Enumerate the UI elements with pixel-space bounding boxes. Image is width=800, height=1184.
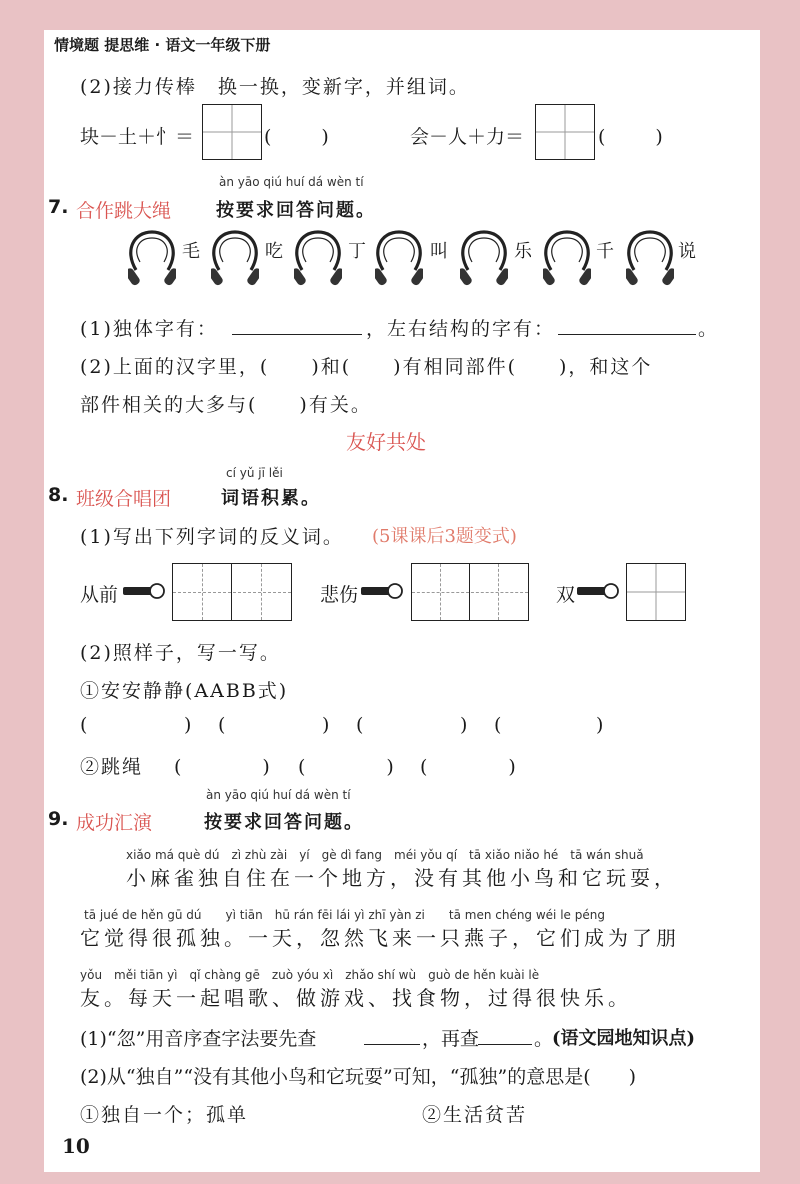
rope-icon-5 (460, 230, 508, 294)
rope-char-2: 吃 (265, 241, 283, 262)
antonym-box-2[interactable] (411, 563, 529, 621)
q9-answer-line-1[interactable] (364, 1044, 420, 1045)
q6-answer-box-2[interactable] (535, 104, 595, 160)
passage-line-3: 友。每天一起唱歌、做游戏、找食物，过得很快乐。 (80, 986, 632, 1010)
q9-number: 9. (48, 808, 69, 830)
q7-part1-label: (1)独体字有： (80, 318, 218, 340)
q8-task: 词语积累。 (221, 488, 321, 509)
section-title: 友好共处 (346, 430, 426, 454)
q6-formula-2: 会－人＋力＝ (410, 126, 525, 148)
microphone-icon (360, 580, 404, 602)
q7-task: 按要求回答问题。 (216, 200, 376, 221)
antonym-word-3: 双 (556, 584, 576, 606)
rope-icon-2 (211, 230, 259, 294)
q8-title: 班级合唱团 (76, 488, 172, 510)
rope-icon-4 (375, 230, 423, 294)
q6-formula-1: 块－土＋忄＝ (80, 126, 195, 148)
microphone-icon (122, 580, 166, 602)
q9-option-1[interactable]: ①独自一个；孤单 (80, 1104, 249, 1126)
rope-char-4: 叫 (430, 241, 448, 262)
q8-part2-instruction: (2)照样子，写一写。 (80, 642, 281, 664)
q8-ex1-blank-4-open[interactable]: ( (494, 714, 502, 736)
q8-ex2-blank-1[interactable]: ( ) (174, 756, 276, 778)
q8-part1-note: (5课课后3题变式) (372, 526, 517, 547)
q9-option-2[interactable]: ②生活贫苦 (422, 1104, 528, 1126)
q8-ex1-blank-1-open[interactable]: ( (80, 714, 88, 736)
page-border-top (0, 0, 800, 30)
q9-task: 按要求回答问题。 (204, 812, 364, 833)
rope-icon-6 (543, 230, 591, 294)
microphone-icon (576, 580, 620, 602)
antonym-box-1[interactable] (172, 563, 292, 621)
q8-example-2: ②跳绳 (80, 756, 144, 778)
passage-pinyin-2: tā jué de hěn gū dú yì tiān hū rán fēi lái yì zhī yàn zi tā men chéng wéi le péng (84, 908, 605, 922)
q7-number: 7. (48, 196, 69, 218)
q8-ex1-blank-3-open[interactable]: ( (356, 714, 364, 736)
q7-part1-mid: ，左右结构的字有： (366, 318, 556, 340)
q6-answer-box-1[interactable] (202, 104, 262, 160)
q8-pinyin: cí yǔ jī lěi (226, 466, 283, 480)
q9-pinyin: àn yāo qiú huí dá wèn tí (206, 788, 351, 802)
page-number: 10 (62, 1134, 90, 1158)
q9-part1-mid: ，再查 (422, 1028, 480, 1050)
q8-ex1-blank-2-open[interactable]: ( (218, 714, 226, 736)
q8-ex2-blank-3[interactable]: ( ) (420, 756, 522, 778)
rope-icon-3 (294, 230, 342, 294)
rope-icon-7 (626, 230, 674, 294)
q8-ex1-blank-4-close: ) (596, 714, 604, 736)
q6-paren-2[interactable]: ( ) (598, 126, 667, 148)
antonym-word-2: 悲伤 (320, 584, 359, 606)
q9-part1-label: (1)“忽”用音序查字法要先查 (80, 1028, 317, 1050)
rope-char-6: 千 (596, 241, 614, 262)
q9-part1-end: 。 (534, 1028, 554, 1050)
q7-answer-line-1[interactable] (232, 334, 362, 335)
rope-icon-1 (128, 230, 176, 294)
q7-part2-line1: (2)上面的汉字里，( )和( )有相同部件( )，和这个 (80, 356, 653, 378)
q9-part1-note: (语文园地知识点) (552, 1028, 696, 1049)
q8-example-1: ①安安静静(AABB式) (80, 680, 289, 702)
q8-number: 8. (48, 484, 69, 506)
rope-char-3: 丁 (348, 241, 366, 262)
passage-pinyin-1: xiǎo má què dú zì zhù zài yí gè dì fang méi yǒu qí tā xiǎo niǎo hé tā wán shuǎ (126, 848, 644, 862)
q8-ex1-blank-1-close: ) (184, 714, 192, 736)
q9-part2-question: (2)从“独自”“没有其他小鸟和它玩耍”可知，“孤独”的意思是( ) (80, 1066, 637, 1088)
q7-part2-line2: 部件相关的大多与( )有关。 (80, 394, 372, 416)
q9-answer-line-2[interactable] (478, 1044, 532, 1045)
q7-pinyin: àn yāo qiú huí dá wèn tí (219, 175, 364, 189)
antonym-word-1: 从前 (80, 584, 119, 606)
antonym-box-3[interactable] (626, 563, 686, 621)
q9-title: 成功汇演 (76, 812, 153, 834)
q8-ex1-blank-2-close: ) (322, 714, 330, 736)
q7-part1-end: 。 (698, 318, 718, 340)
rope-char-5: 乐 (514, 241, 532, 262)
rope-char-7: 说 (678, 241, 696, 262)
page-border-right (760, 0, 800, 1184)
q8-ex1-blank-3-close: ) (460, 714, 468, 736)
q8-ex2-blank-2[interactable]: ( ) (298, 756, 400, 778)
q8-part1-instruction: (1)写出下列字词的反义词。 (80, 526, 344, 548)
q6-part2-instruction: (2)接力传棒 换一换，变新字，并组词。 (80, 76, 470, 98)
running-header: 情境题 提思维 · 语文一年级下册 (54, 36, 271, 54)
passage-line-2: 它觉得很孤独。一天，忽然飞来一只燕子，它们成为了朋 (80, 926, 680, 950)
rope-char-1: 毛 (182, 241, 200, 262)
q7-title: 合作跳大绳 (76, 200, 172, 222)
q7-answer-line-2[interactable] (558, 334, 696, 335)
q6-paren-1[interactable]: ( ) (264, 126, 333, 148)
passage-line-1: 小麻雀独自住在一个地方，没有其他小鸟和它玩耍， (126, 866, 678, 890)
page-border-left (0, 0, 44, 1184)
passage-pinyin-3: yǒu měi tiān yì qǐ chàng gē zuò yóu xì zhǎo shí wù guò de hěn kuài lè (80, 968, 540, 982)
page-border-bottom (0, 1172, 800, 1184)
